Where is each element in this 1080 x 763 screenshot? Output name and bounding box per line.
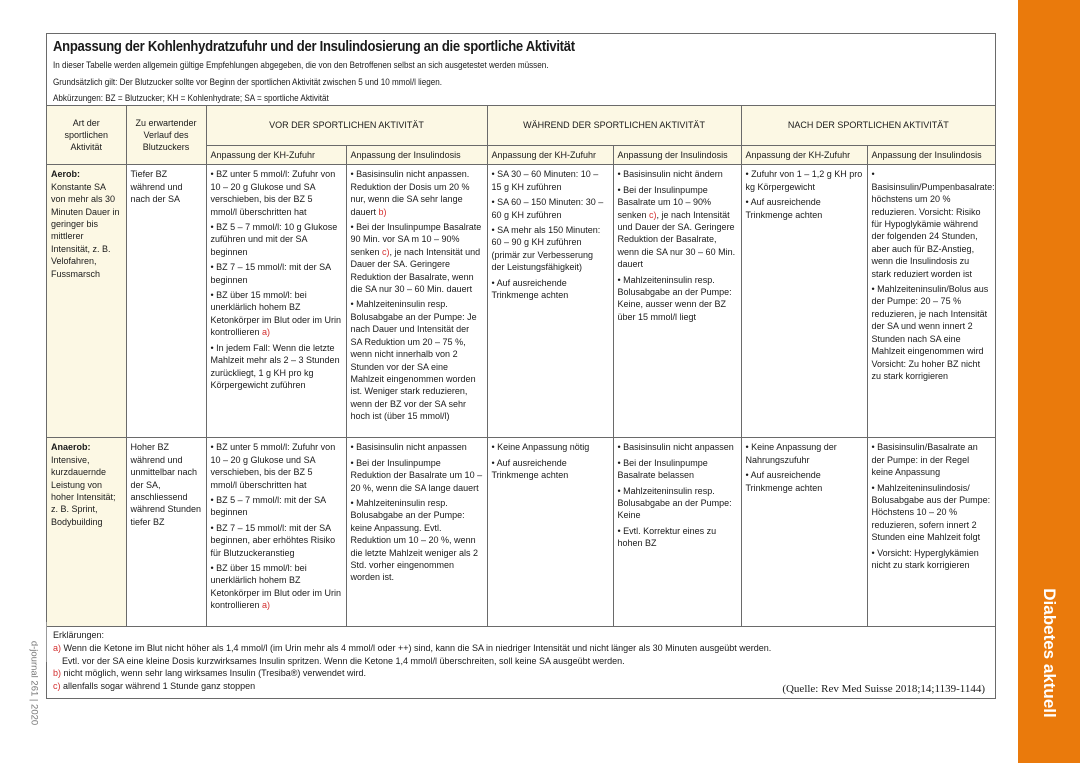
recommendation-cell xyxy=(741,438,867,627)
header-phase-after: NACH DER SPORTLICHEN AKTIVITÄT xyxy=(741,106,995,146)
basic-rule-text: Grundsätzlich gilt: Der Blutzucker sollte vor Beginn der sportlichen Aktivität zwischen 5 und 10 mmol/l liegen. xyxy=(53,76,442,87)
recommendation-item: • Keine Anpassung der Nahrungszufuhr xyxy=(745,442,837,465)
recommendation-item: • SA mehr als 150 Minuten: 60 – 90 g KH zuführen (primär zur Verbesserung der Leistungsfähigkeit) xyxy=(491,225,601,273)
header-bz-course: Zu erwartender Verlauf des Blutzuckers xyxy=(126,106,206,165)
footnote-c: c) allenfalls sogar während 1 Stunde ganz stoppen xyxy=(53,680,256,691)
recommendation-item: • BZ 5 – 7 mmol/l: mit der SA beginnen xyxy=(210,495,326,518)
abbreviations-text: Abkürzungen: BZ = Blutzucker; KH = Kohlenhydrate; SA = sportliche Aktivität xyxy=(53,93,329,103)
recommendation-item: • BZ unter 5 mmol/l: Zufuhr von 10 – 20 g Glukose und SA verschieben, bis der BZ 5 mmol/l überschritten hat xyxy=(210,442,336,490)
activity-type-cell xyxy=(47,438,126,627)
recommendation-item: • Mahlzeiteninsulin resp. Bolusabgabe an der Pumpe: Keine xyxy=(617,485,732,521)
subheader-kh: Anpassung der KH-Zufuhr xyxy=(741,146,867,165)
recommendation-item: • Keine Anpassung nötig xyxy=(491,442,590,453)
recommendation-cell xyxy=(487,438,613,627)
recommendation-cell xyxy=(741,165,867,438)
intro-text: In dieser Tabelle werden allgemein gültige Empfehlungen abgegeben, die von den Betroffenen selbst an sich ausgetestet werden müssen. xyxy=(53,60,549,70)
source-citation: (Quelle: Rev Med Suisse 2018;14;1139-1144) xyxy=(782,682,985,695)
header-phase-during: WÄHREND DER SPORTLICHEN AKTIVITÄT xyxy=(487,106,741,146)
recommendation-item: • BZ über 15 mmol/l: bei unerklärlich hohem BZ Ketonkörper im Blut oder im Urin kontrollieren a) xyxy=(210,290,342,338)
recommendation-item: • Basisinsulin nicht anpassen xyxy=(350,442,467,453)
recommendation-item: • Bei der Insulinpumpe Basalrate 90 Min. vor SA m 10 – 90% senken c), je nach Intensität und Dauer der SA. Geringere Reduktion der Basalrate, wenn die SA nur 30 – 60 Min. dauert xyxy=(350,222,482,295)
footnote-ref: b) xyxy=(378,206,387,217)
recommendation-cell xyxy=(487,165,613,438)
recommendation-item: • Mahlzeiteninsulin/Bolus aus der Pumpe: 20 – 75 % reduzieren, je nach Intensität der SA und wenn innert 2 Stunden nach SA eine Mahlzeit eingenommen wird Vorsicht: Zu hoher BZ nicht zu stark korrigieren xyxy=(871,284,989,381)
bz-course-cell: Tiefer BZ während und nach der SA xyxy=(126,165,206,438)
recommendation-item: • Vorsicht: Hyperglykämien nicht zu stark korrigieren xyxy=(871,547,979,571)
activity-type-description: Intensive, kurzdauernde Leistung von hoher Intensität; z. B. Sprint, Bodybuilding xyxy=(51,454,116,527)
recommendation-item: • Bei der Insulinpumpe Basalrate belassen xyxy=(617,457,708,481)
recommendation-item: • Evtl. Korrektur eines zu hohen BZ xyxy=(617,525,717,549)
footnote-ref: a) xyxy=(262,327,271,338)
recommendation-item: • Basisinsulin nicht anpassen. Reduktion der Dosis um 20 % nur, wenn die SA sehr lange dauert b) xyxy=(350,169,470,217)
subheader-insulin: Anpassung der Insulindosis xyxy=(346,146,487,165)
recommendation-item: • Bei der Insulinpumpe Reduktion der Basalrate um 10 – 20 %, wenn die SA lange dauert xyxy=(350,457,483,493)
footnote-b: b) nicht möglich, wenn sehr lang wirksames Insulin (Tresiba®) verwendet wird. xyxy=(53,668,366,679)
margin-divider xyxy=(46,622,47,662)
recommendation-cell xyxy=(613,438,741,627)
recommendation-cell xyxy=(206,165,346,438)
recommendation-cell xyxy=(346,165,487,438)
activity-type-label: Aerob: xyxy=(51,169,80,180)
header-phase-before: VOR DER SPORTLICHEN AKTIVITÄT xyxy=(206,106,487,146)
section-label: Diabetes aktuell xyxy=(1040,588,1059,718)
recommendation-item: • Auf ausreichende Trinkmenge achten xyxy=(491,277,569,301)
recommendation-item: • Mahlzeiteninsulin resp. Bolusabgabe an der Pumpe: Je nach Dauer und Intensität der SA Reduktion um 20 – 75 %, wenn nicht innerhalb von 2 Stunden vor der SA eine Mahlzeit eingenommen worden ist. Weniger stark reduzieren, wenn der BZ vor der SA sehr hoch ist (über 15 mmol/l) xyxy=(350,299,477,422)
subheader-insulin: Anpassung der Insulindosis xyxy=(613,146,741,165)
recommendation-cell xyxy=(346,438,487,627)
recommendation-item: • SA 30 – 60 Minuten: 10 – 15 g KH zuführen xyxy=(491,169,599,192)
recommendation-item: • BZ 7 – 15 mmol/l: mit der SA beginnen, aber erhöhtes Risiko für Blutzuckeranstieg xyxy=(210,522,336,558)
recommendation-item: • Basisinsulin/Pumpenbasalrate: höchstens um 20 % reduzieren. Vorsicht: Risiko für Hypoglykämie während der folgenden 24 Stunden, aber auch für BZ-Anstieg, wenn die Insulindosis zu stark reduziert worden ist xyxy=(871,169,995,279)
footnotes xyxy=(47,627,995,699)
recommendation-item: • Mahlzeiteninsulindosis/ Bolusabgabe aus der Pumpe: Höchstens 10 – 20 % reduzieren, sofern innert 2 Stunden eine Mahlzeit folgt xyxy=(871,482,991,543)
recommendation-item: • Mahlzeiteninsulin resp. Bolusabgabe an der Pumpe: Keine, ausser wenn der BZ über 15 mmol/l liegt xyxy=(617,274,732,322)
recommendation-item: • Basisinsulin nicht anpassen xyxy=(617,442,734,453)
footnote-key: a) xyxy=(53,643,62,653)
recommendation-item: • Auf ausreichende Trinkmenge achten xyxy=(745,197,823,220)
footnote-a-continued: Evtl. vor der SA eine kleine Dosis kurzwirksames Insulin spritzen. Wenn die Ketone 1,4 mmol/l überschreiten, soll keine SA ausgeübt werden. xyxy=(62,655,625,666)
recommendation-item: • Basisinsulin/Basalrate an der Pumpe: in der Regel keine Anpassung xyxy=(871,442,978,478)
recommendation-item: • Auf ausreichende Trinkmenge achten xyxy=(745,470,823,493)
footnote-key: c) xyxy=(53,680,61,691)
recommendation-item: • Mahlzeiteninsulin resp. Bolusabgabe an der Pumpe: keine Anpassung. Evtl. Reduktion um 10 – 20 %, wenn die letzte Mahlzeit weniger als 2 Std. vorher eingenommen worden ist. xyxy=(350,498,479,583)
activity-type-label: Anaerob: xyxy=(51,442,91,453)
recommendation-item: • BZ 7 – 15 mmol/l: mit der SA beginnen xyxy=(210,262,331,285)
table-row-aerob xyxy=(47,165,995,438)
subheader-kh: Anpassung der KH-Zufuhr xyxy=(487,146,613,165)
recommendation-item: • Basisinsulin nicht ändern xyxy=(617,169,723,180)
table-intro xyxy=(47,34,995,106)
journal-reference: d-journal 261 | 2020 xyxy=(28,640,40,726)
recommendation-item: • BZ unter 5 mmol/l: Zufuhr von 10 – 20 g Glukose und SA verschieben, bis der BZ 5 mmol/l überschritten hat xyxy=(210,169,336,217)
footnotes-heading: Erklärungen: xyxy=(53,630,105,641)
page-title: Anpassung der Kohlenhydratzufuhr und der Insulindosierung an die sportliche Aktivität xyxy=(53,39,575,55)
recommendation-cell xyxy=(613,165,741,438)
footnote-a: a) Wenn die Ketone im Blut nicht höher als 1,4 mmol/l (im Urin mehr als 4 mmol/l oder ++) sind, kann die SA in niedriger Intensität und nicht länger als 30 Minuten ausgeübt werden. xyxy=(53,643,772,653)
recommendation-item: • BZ über 15 mmol/l: bei unerklärlich hohem BZ Ketonkörper im Blut oder im Urin kontrollieren a) xyxy=(210,563,342,611)
subheader-kh: Anpassung der KH-Zufuhr xyxy=(206,146,346,165)
table-row-anaerob xyxy=(47,438,995,627)
footnote-ref: c) xyxy=(382,246,390,257)
footnote-ref: a) xyxy=(262,600,271,611)
recommendation-item: • BZ 5 – 7 mmol/l: 10 g Glukose zuführen und mit der SA beginnen xyxy=(210,222,338,257)
recommendation-item: • Bei der Insulinpumpe Basalrate um 10 – 90% senken c), je nach Intensität und Dauer der SA. Geringere Reduktion der Basalrate, wenn die SA nur 30 – 60 Min. dauert xyxy=(617,184,736,270)
recommendation-cell xyxy=(867,438,995,627)
recommendation-item: • Zufuhr von 1 – 1,2 g KH pro kg Körpergewicht xyxy=(745,169,863,192)
activity-type-cell xyxy=(47,165,126,438)
recommendation-item: • In jedem Fall: Wenn die letzte Mahlzeit mehr als 2 – 3 Stunden zurückliegt, 1 g KH pro kg Körpergewicht zuführen xyxy=(210,342,340,390)
activity-type-description: Konstante SA von mehr als 30 Minuten Dauer in geringer bis mittlerer Intensität, z. B. Velofahren, Fussmarsch xyxy=(51,181,120,279)
info-table-frame xyxy=(46,33,996,699)
recommendation-item: • SA 60 – 150 Minuten: 30 – 60 g KH zuführen xyxy=(491,197,604,220)
recommendation-item: • Auf ausreichende Trinkmenge achten xyxy=(491,457,569,481)
header-activity-type: Art der sportlichen Aktivität xyxy=(47,106,126,165)
recommendation-cell xyxy=(206,438,346,627)
subheader-insulin: Anpassung der Insulindosis xyxy=(867,146,995,165)
footnote-key: b) xyxy=(53,668,62,679)
footnote-ref: c) xyxy=(649,209,657,220)
section-sidebar xyxy=(1018,0,1080,763)
bz-course-cell: Hoher BZ während und unmittelbar nach der SA, anschliessend während Stunden tiefer BZ xyxy=(126,438,206,627)
recommendation-cell xyxy=(867,165,995,438)
recommendations-table xyxy=(47,106,995,627)
